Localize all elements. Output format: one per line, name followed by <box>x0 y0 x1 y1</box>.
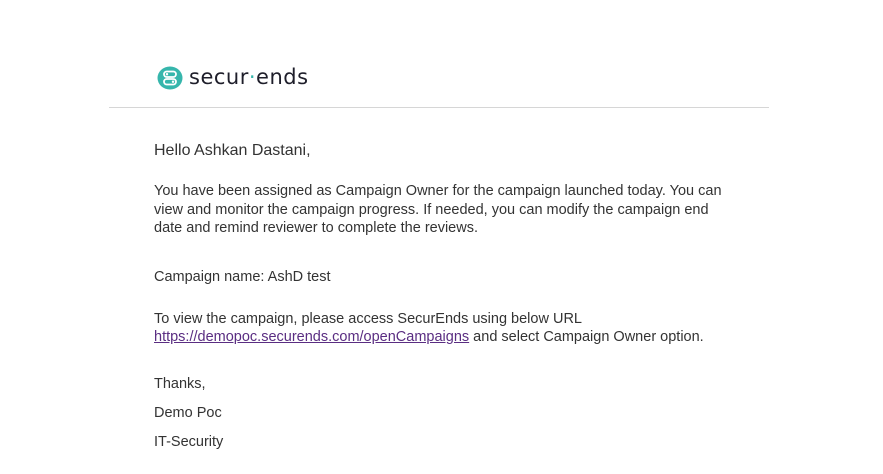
message-line-1: You have been assigned as Campaign Owner for the campaign launched today. You can <box>154 183 722 199</box>
email-header <box>109 0 769 108</box>
securends-logo <box>157 66 309 90</box>
logo-suffix: ends <box>256 65 309 89</box>
message-line-3: date and remind reviewer to complete the reviews. <box>154 220 478 236</box>
signature-team: IT-Security <box>154 434 224 450</box>
campaign-link[interactable]: https://demopoc.securends.com/openCampaigns <box>154 329 470 345</box>
signature-name: Demo Poc <box>154 405 222 421</box>
closing: Thanks, <box>154 376 206 392</box>
logo-prefix: secur <box>189 65 249 89</box>
logo-dot: · <box>248 65 257 89</box>
access-suffix: and select Campaign Owner option. <box>469 329 704 345</box>
message-line-2: view and monitor the campaign progress. If needed, you can modify the campaign end <box>154 201 709 218</box>
logo-wordmark <box>189 65 309 89</box>
access-instructions <box>154 310 704 346</box>
greeting: Hello Ashkan Dastani, <box>154 142 311 159</box>
campaign-name: Campaign name: AshD test <box>154 269 331 285</box>
access-intro: To view the campaign, please access SecurEnds using below URL <box>154 311 582 327</box>
securends-logo-icon <box>157 66 183 90</box>
assignment-message <box>154 182 764 238</box>
